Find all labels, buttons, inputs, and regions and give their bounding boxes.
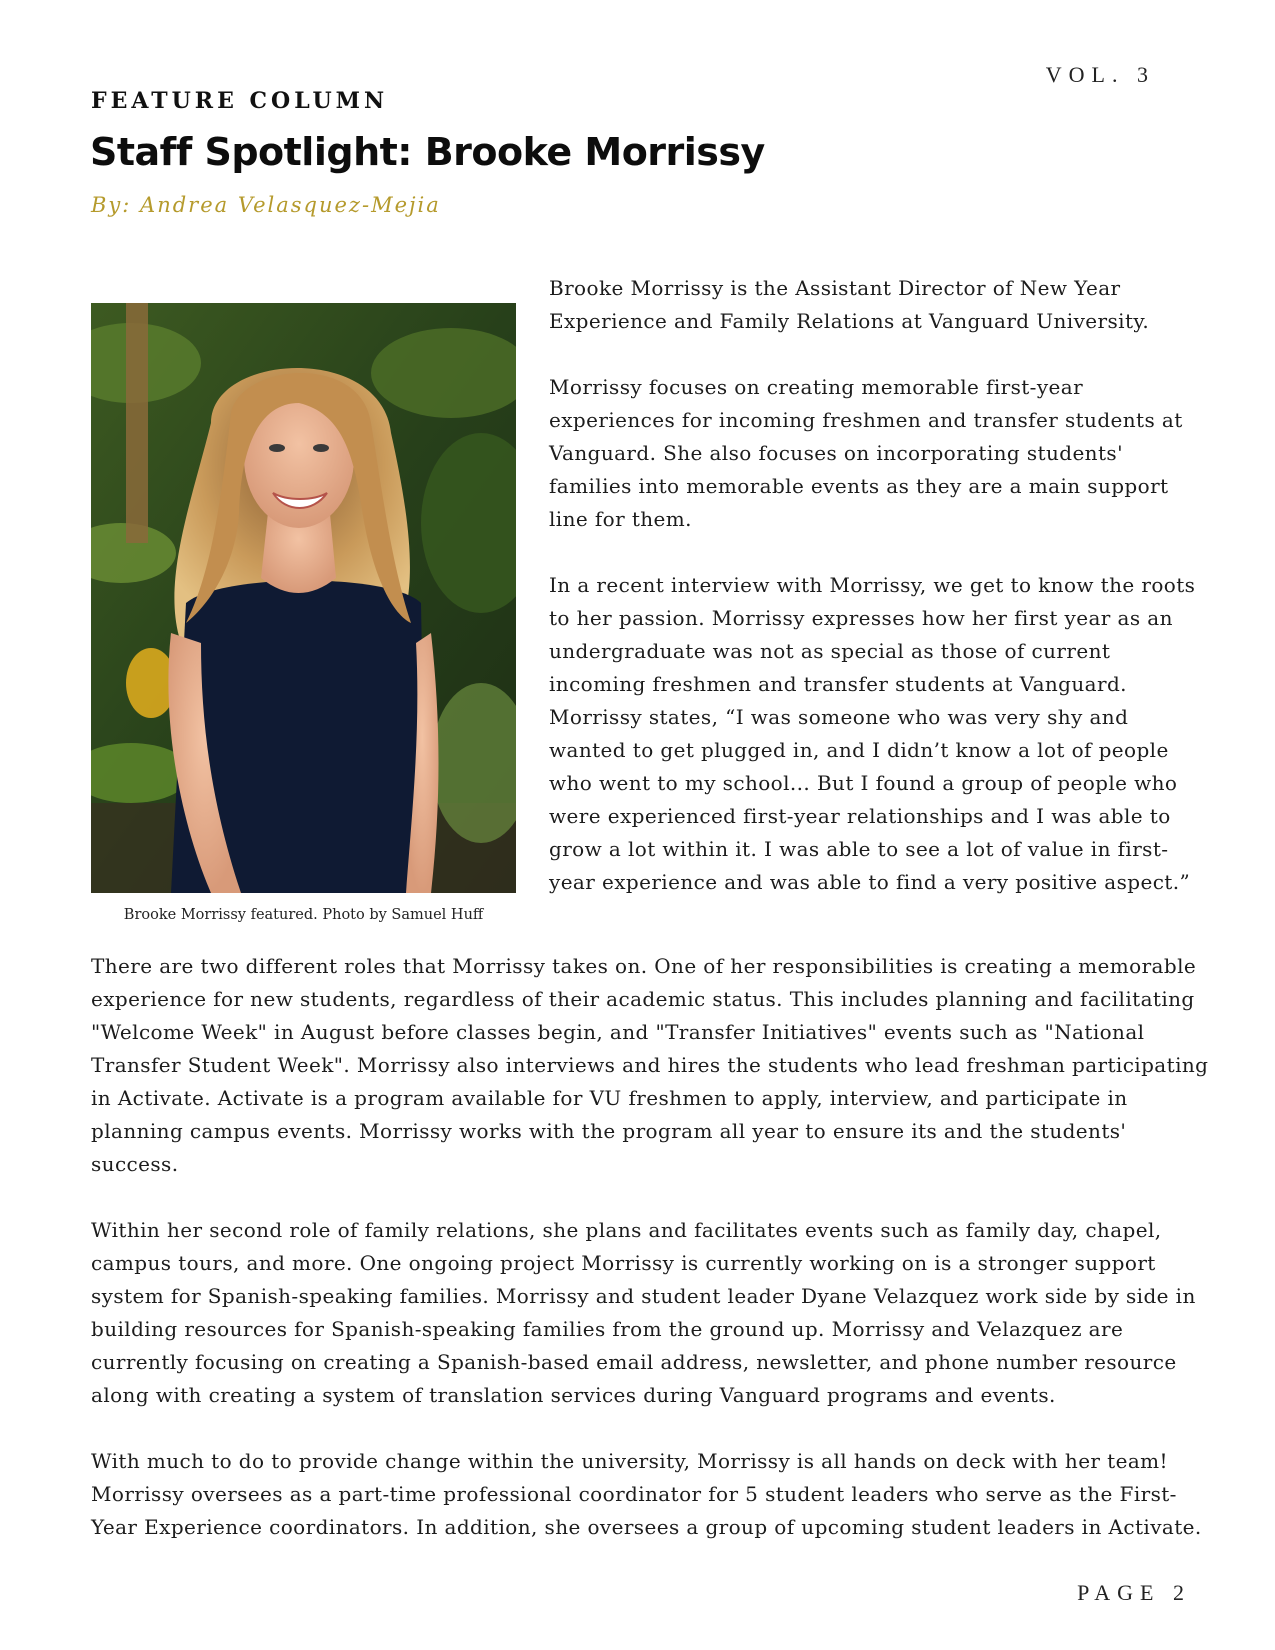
portrait-photo	[91, 303, 516, 893]
section-label: FEATURE COLUMN	[91, 88, 389, 114]
paragraph: Morrissy focuses on creating memorable first-year experiences for incoming freshmen and transfer students at Vanguard. She also focuses on incorporating students' families into memorable events as they are a main support line for them.	[549, 375, 1183, 531]
right-column-text	[549, 272, 1209, 932]
paragraph: With much to do to provide change within the university, Morrissy is all hands on deck with her team! Morrissy oversees as a part-time professional coordinator for 5 student leaders who serve as the First-Year Experience coordinators. In addition, she oversees a group of upcoming student leaders in Activate.	[91, 1449, 1202, 1539]
page-number: PAGE 2	[1077, 1580, 1191, 1605]
paragraph: In a recent interview with Morrissy, we get to know the roots to her passion. Morrissy expresses how her first year as an undergraduate was not as special as those of current incoming freshmen and transfer students at Vanguard. Morrissy states, “I was someone who was very shy and wanted to get plugged in, and I didn’t know a lot of people who went to my school... But I found a group of people who were experienced first-year relationships and I was able to grow a lot within it. I was able to see a lot of value in first-year experience and was able to find a very positive aspect.”	[549, 573, 1196, 894]
full-width-text	[91, 950, 1211, 1577]
byline: By: Andrea Velasquez-Mejia	[91, 193, 441, 217]
volume-label: VOL. 3	[1045, 62, 1155, 87]
photo-caption: Brooke Morrissy featured. Photo by Samuel Huff	[123, 907, 484, 923]
paragraph: Brooke Morrissy is the Assistant Director of New Year Experience and Family Relations at Vanguard University.	[549, 276, 1150, 333]
paragraph: Within her second role of family relations, she plans and facilitates events such as family day, chapel, campus tours, and more. One ongoing project Morrissy is currently working on is a stronger support system for Spanish-speaking families. Morrissy and student leader Dyane Velazquez work side by side in building resources for Spanish-speaking families from the ground up. Morrissy and Velazquez are currently focusing on creating a Spanish-based email address, newsletter, and phone number resource along with creating a system of translation services during Vanguard programs and events.	[91, 1218, 1196, 1407]
paragraph: There are two different roles that Morrissy takes on. One of her responsibilities is creating a memorable experience for new students, regardless of their academic status. This includes planning and facilitating "Welcome Week" in August before classes begin, and "Transfer Initiatives" events such as "National Transfer Student Week". Morrissy also interviews and hires the students who lead freshman participating in Activate. Activate is a program available for VU freshmen to apply, interview, and participate in planning campus events. Morrissy works with the program all year to ensure its and the students' success.	[91, 954, 1209, 1176]
article-title: Staff Spotlight: Brooke Morrissy	[90, 130, 765, 174]
